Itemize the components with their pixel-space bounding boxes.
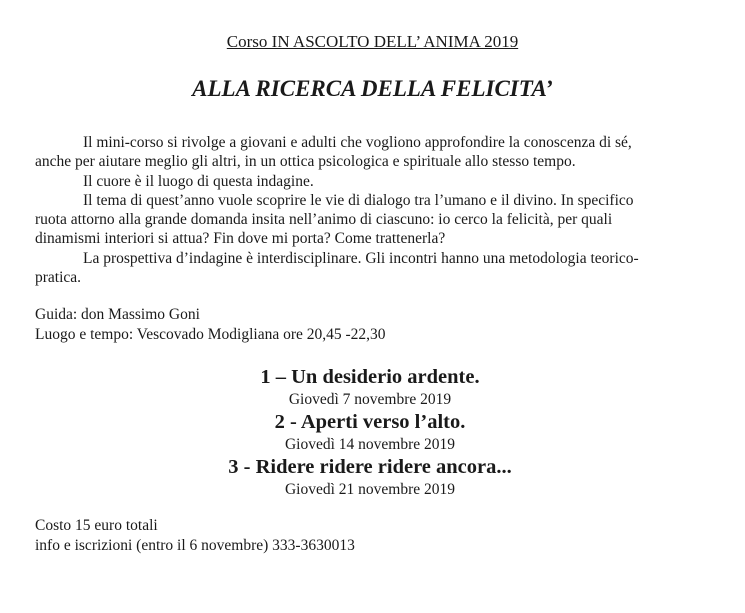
main-title: ALLA RICERCA DELLA FELICITA’ (192, 76, 553, 101)
session-date: Giovedì 21 novembre 2019 (284, 481, 456, 498)
course-title: Corso IN ASCOLTO DELL’ ANIMA 2019 (226, 32, 519, 51)
session-item (0, 364, 740, 409)
paragraph-theme: Il tema di quest’anno vuole scoprire le vie di dialogo tra l’umano e il divino. In specifico ruota attorno alla grande domanda insita nell’animo di ciascuno: io cerco la felicità, per quali dinamismi interiori si attua? Fin dove mi porta? Come trattenerla? (35, 191, 634, 248)
description (35, 133, 665, 287)
sessions-list (0, 364, 740, 499)
place-time-line: Luogo e tempo: Vescovado Modigliana ore 20,45 -22,30 (35, 325, 386, 343)
session-title: 2 - Aperti verso l’alto. (274, 411, 466, 433)
cost-line: Costo 15 euro totali (35, 517, 158, 534)
session-title: 1 – Un desiderio ardente. (260, 366, 480, 388)
session-item (0, 454, 740, 499)
session-date: Giovedì 7 novembre 2019 (288, 391, 452, 408)
paragraph-heart: Il cuore è il luogo di questa indagine. (83, 172, 314, 190)
paragraph-method: La prospettiva d’indagine è interdisciplinare. Gli incontri hanno una metodologia teorico-pratica. (35, 249, 639, 287)
course-info (35, 305, 675, 344)
contact-line: info e iscrizioni (entro il 6 novembre) 333-3630013 (35, 536, 355, 554)
session-date: Giovedì 14 novembre 2019 (284, 436, 456, 453)
session-title: 3 - Ridere ridere ridere ancora... (228, 456, 512, 478)
guide-line: Guida: don Massimo Goni (35, 306, 200, 323)
footer-info (35, 516, 675, 555)
paragraph-intro: Il mini-corso si rivolge a giovani e adulti che vogliono approfondire la conoscenza di sé, anche per aiutare meglio gli altri, in un ottica psicologica e spirituale allo stesso tempo. (35, 134, 632, 171)
session-item (0, 409, 740, 454)
